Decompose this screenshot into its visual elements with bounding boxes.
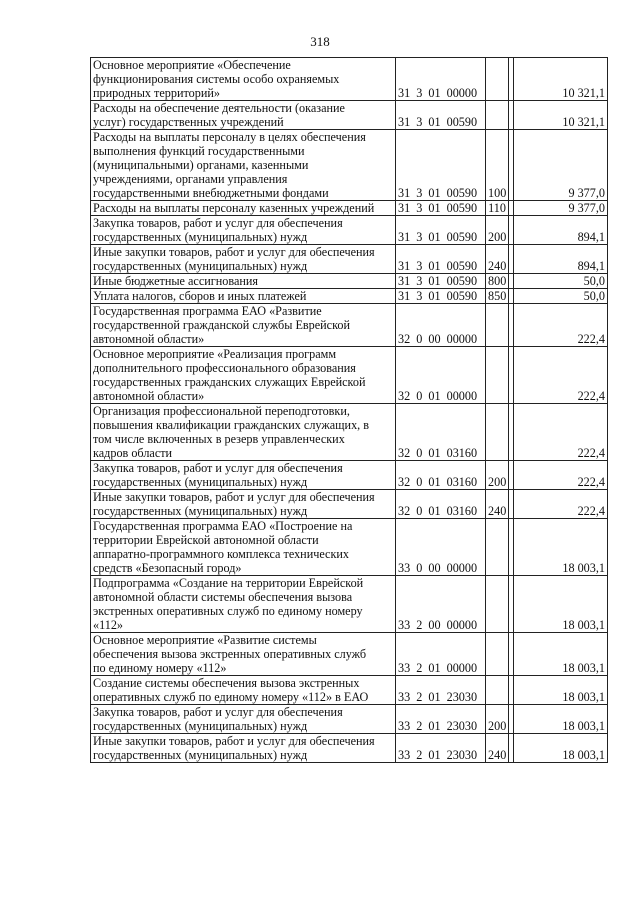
row-code: 33 2 00 00000 <box>396 576 486 633</box>
row-amount: 222,4 <box>514 404 608 461</box>
table-row <box>91 490 608 519</box>
row-amount: 222,4 <box>514 304 608 347</box>
row-amount: 9 377,0 <box>514 201 608 216</box>
row-expense-type <box>486 304 509 347</box>
table-row <box>91 734 608 763</box>
row-expense-type: 850 <box>486 289 509 304</box>
row-name: Создание системы обеспечения вызова экстренных оперативных служб по единому номеру «112» в ЕАО <box>91 676 396 705</box>
row-amount: 18 003,1 <box>514 576 608 633</box>
row-name: Закупка товаров, работ и услуг для обеспечения государственных (муниципальных) нужд <box>91 705 396 734</box>
row-amount: 894,1 <box>514 245 608 274</box>
row-name: Иные бюджетные ассигнования <box>91 274 396 289</box>
row-name: Иные закупки товаров, работ и услуг для обеспечения государственных (муниципальных) нужд <box>91 734 396 763</box>
row-name: Основное мероприятие «Обеспечение функционирования системы особо охраняемых природных территорий» <box>91 58 396 101</box>
row-code: 33 2 01 23030 <box>396 734 486 763</box>
row-expense-type: 240 <box>486 490 509 519</box>
row-code: 31 3 01 00590 <box>396 201 486 216</box>
row-code: 32 0 01 00000 <box>396 347 486 404</box>
row-expense-type <box>486 633 509 676</box>
row-code: 32 0 01 03160 <box>396 490 486 519</box>
row-amount: 50,0 <box>514 274 608 289</box>
row-code: 32 0 01 03160 <box>396 404 486 461</box>
row-amount: 9 377,0 <box>514 130 608 201</box>
row-name: Уплата налогов, сборов и иных платежей <box>91 289 396 304</box>
row-code: 33 2 01 23030 <box>396 676 486 705</box>
row-name: Иные закупки товаров, работ и услуг для обеспечения государственных (муниципальных) нужд <box>91 490 396 519</box>
table-row <box>91 304 608 347</box>
row-code: 31 3 01 00590 <box>396 216 486 245</box>
table-row <box>91 519 608 576</box>
table-row <box>91 289 608 304</box>
row-code: 33 2 01 23030 <box>396 705 486 734</box>
table-row <box>91 576 608 633</box>
row-code: 31 3 01 00590 <box>396 289 486 304</box>
table-row <box>91 58 608 101</box>
table-row <box>91 347 608 404</box>
table-row <box>91 676 608 705</box>
row-amount: 50,0 <box>514 289 608 304</box>
row-name: Закупка товаров, работ и услуг для обеспечения государственных (муниципальных) нужд <box>91 216 396 245</box>
row-code: 33 0 00 00000 <box>396 519 486 576</box>
row-amount: 894,1 <box>514 216 608 245</box>
row-code: 31 3 01 00590 <box>396 245 486 274</box>
table-row <box>91 201 608 216</box>
row-expense-type <box>486 347 509 404</box>
row-name: Организация профессиональной переподготовки, повышения квалификации гражданских служащих, в том числе включенных в резерв управленческих кадров области <box>91 404 396 461</box>
row-expense-type <box>486 676 509 705</box>
row-expense-type <box>486 101 509 130</box>
row-code: 31 3 01 00590 <box>396 274 486 289</box>
row-code: 31 3 01 00000 <box>396 58 486 101</box>
budget-table <box>90 57 608 763</box>
row-amount: 18 003,1 <box>514 519 608 576</box>
row-code: 32 0 01 03160 <box>396 461 486 490</box>
row-amount: 222,4 <box>514 347 608 404</box>
row-amount: 10 321,1 <box>514 101 608 130</box>
row-name: Подпрограмма «Создание на территории Еврейской автономной области системы обеспечения вызова экстренных оперативных служб по единому номеру «112» <box>91 576 396 633</box>
row-expense-type <box>486 576 509 633</box>
row-expense-type: 800 <box>486 274 509 289</box>
row-expense-type: 100 <box>486 130 509 201</box>
page-number: 318 <box>310 34 330 49</box>
row-expense-type <box>486 404 509 461</box>
row-name: Государственная программа ЕАО «Развитие государственной гражданской службы Еврейской автономной области» <box>91 304 396 347</box>
table-row <box>91 101 608 130</box>
row-code: 31 3 01 00590 <box>396 101 486 130</box>
row-amount: 18 003,1 <box>514 705 608 734</box>
row-expense-type: 200 <box>486 705 509 734</box>
row-amount: 222,4 <box>514 490 608 519</box>
table-row <box>91 705 608 734</box>
row-name: Основное мероприятие «Реализация программ дополнительного профессионального образования государственных гражданских служащих Еврейской автономной области» <box>91 347 396 404</box>
row-expense-type: 110 <box>486 201 509 216</box>
row-amount: 222,4 <box>514 461 608 490</box>
row-amount: 10 321,1 <box>514 58 608 101</box>
table-row <box>91 216 608 245</box>
row-expense-type: 240 <box>486 245 509 274</box>
row-expense-type: 200 <box>486 461 509 490</box>
row-expense-type: 240 <box>486 734 509 763</box>
row-code: 31 3 01 00590 <box>396 130 486 201</box>
row-code: 32 0 00 00000 <box>396 304 486 347</box>
table-row <box>91 245 608 274</box>
row-name: Основное мероприятие «Развитие системы обеспечения вызова экстренных оперативных служб по единому номеру «112» <box>91 633 396 676</box>
row-amount: 18 003,1 <box>514 633 608 676</box>
table-row <box>91 274 608 289</box>
table-row <box>91 130 608 201</box>
row-expense-type: 200 <box>486 216 509 245</box>
row-expense-type <box>486 519 509 576</box>
row-amount: 18 003,1 <box>514 676 608 705</box>
row-name: Закупка товаров, работ и услуг для обеспечения государственных (муниципальных) нужд <box>91 461 396 490</box>
table-row <box>91 633 608 676</box>
row-name: Государственная программа ЕАО «Построение на территории Еврейской автономной области аппаратно-программного комплекса технических средств «Безопасный город» <box>91 519 396 576</box>
table-row <box>91 404 608 461</box>
row-name: Иные закупки товаров, работ и услуг для обеспечения государственных (муниципальных) нужд <box>91 245 396 274</box>
table-row <box>91 461 608 490</box>
row-code: 33 2 01 00000 <box>396 633 486 676</box>
row-name: Расходы на выплаты персоналу в целях обеспечения выполнения функций государственными (муниципальными) органами, казенными учреждениями, органами управления государственными внебюджетными фондами <box>91 130 396 201</box>
row-name: Расходы на обеспечение деятельности (оказание услуг) государственных учреждений <box>91 101 396 130</box>
row-amount: 18 003,1 <box>514 734 608 763</box>
row-name: Расходы на выплаты персоналу казенных учреждений <box>91 201 396 216</box>
row-expense-type <box>486 58 509 101</box>
